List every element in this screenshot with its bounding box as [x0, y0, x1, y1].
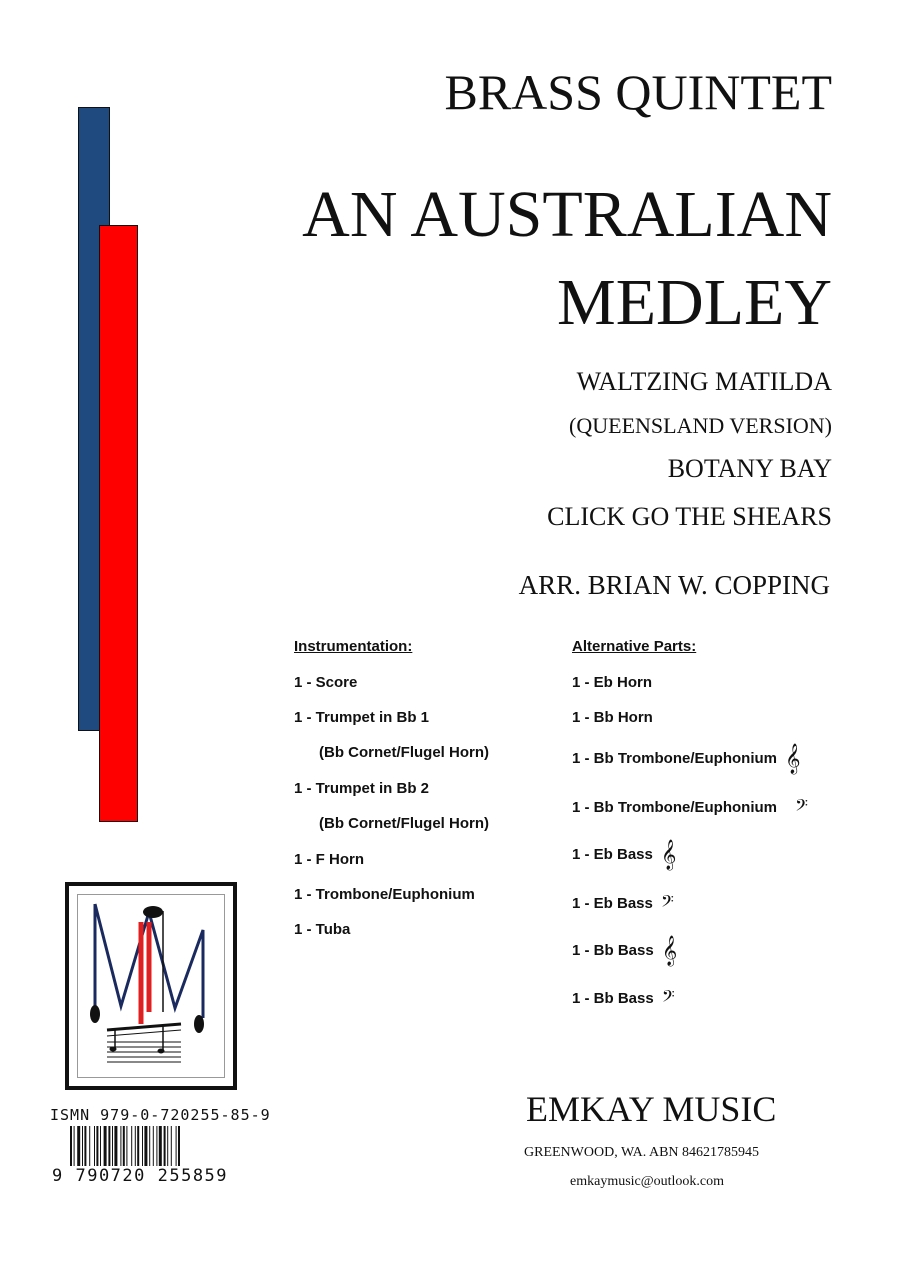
title-line-1: AN AUSTRALIAN: [302, 178, 832, 251]
publisher-name: EMKAY MUSIC: [526, 1089, 777, 1129]
alt-part-item: [572, 673, 652, 693]
title-line-2: MEDLEY: [557, 266, 832, 339]
alt-part-item: [572, 744, 801, 774]
barcode-bar: [156, 1126, 157, 1166]
barcode-bar: [123, 1126, 125, 1166]
alt-part-label: 1 - Bb Bass: [572, 942, 654, 959]
alt-part-item: [572, 988, 675, 1009]
song-3: CLICK GO THE SHEARS: [547, 502, 832, 531]
instrument-item: 1 - Score: [294, 674, 358, 691]
instrument-item-note: (Bb Cornet/Flugel Horn): [319, 744, 489, 761]
barcode-bar: [153, 1126, 154, 1166]
red-bar: [99, 225, 138, 822]
instrument-item: 1 - Trumpet in Bb 1: [294, 709, 430, 726]
barcode-bar: [144, 1126, 147, 1166]
barcode-bar: [164, 1126, 166, 1166]
barcode-bar: [77, 1126, 80, 1166]
barcode-bar: [149, 1126, 150, 1166]
song-1: WALTZING MATILDA: [576, 367, 832, 396]
barcode-bar: [178, 1126, 180, 1166]
alt-part-label: 1 - Bb Trombone/Euphonium: [572, 799, 777, 816]
barcode-bar: [74, 1126, 75, 1166]
barcode-bar: [137, 1126, 139, 1166]
alt-part-label: 1 - Eb Bass: [572, 846, 653, 863]
instrument-item: 1 - Trombone/Euphonium: [294, 886, 475, 903]
alt-part-item: [572, 708, 653, 728]
barcode-bar: [131, 1126, 132, 1166]
bass-clef-icon: 𝄢: [661, 891, 674, 915]
barcode-bar: [167, 1126, 168, 1166]
barcode-bar: [142, 1126, 143, 1166]
barcode-bar: [114, 1126, 117, 1166]
instrumentation-heading: Instrumentation:: [294, 638, 413, 655]
alt-part-label: 1 - Eb Bass: [572, 895, 653, 912]
alt-part-label: 1 - Eb Horn: [572, 674, 653, 691]
barcode-bar: [176, 1126, 177, 1166]
song-1-note: (QUEENSLAND VERSION): [569, 413, 832, 438]
barcode-bar: [82, 1126, 83, 1166]
alternative-parts-heading: Alternative Parts:: [572, 638, 697, 655]
barcode-bar: [120, 1126, 121, 1166]
instrument-item: 1 - F Horn: [294, 851, 364, 868]
barcode-bar: [94, 1126, 95, 1166]
bass-clef-icon: 𝄢: [661, 986, 675, 1010]
alt-part-item: [572, 893, 674, 914]
instrument-item: 1 - Trumpet in Bb 2: [294, 780, 430, 797]
alt-part-item: [572, 936, 678, 966]
alt-part-label: 1 - Bb Bass: [572, 990, 654, 1007]
barcode-bar: [89, 1126, 90, 1166]
alt-part-label: 1 - Bb Horn: [572, 709, 653, 726]
treble-clef-icon: 𝄞: [661, 936, 678, 966]
arranger: ARR. BRIAN W. COPPING: [518, 570, 830, 600]
alt-part-label: 1 - Bb Trombone/Euphonium: [572, 750, 777, 767]
mkm-logo-icon: [77, 894, 225, 1078]
bass-clef-icon: 𝄢: [795, 795, 809, 819]
ismn-number: ISMN 979-0-720255-85-9: [50, 1106, 271, 1124]
barcode-bar: [126, 1126, 127, 1166]
instrument-item-note: (Bb Cornet/Flugel Horn): [319, 815, 489, 832]
barcode-bar: [171, 1126, 172, 1166]
publisher-email: emkaymusic@outlook.com: [570, 1174, 725, 1189]
alt-part-item: [572, 797, 808, 818]
barcode-bar: [112, 1126, 113, 1166]
treble-clef-icon: 𝄞: [785, 744, 801, 774]
barcode-bar: [104, 1126, 107, 1166]
instrument-item: 1 - Tuba: [294, 921, 351, 938]
barcode-bar: [135, 1126, 136, 1166]
publisher-address: GREENWOOD, WA. ABN 84621785945: [524, 1145, 760, 1160]
treble-clef-icon: 𝄞: [661, 840, 677, 870]
barcode-bar: [159, 1126, 162, 1166]
barcode-bar: [100, 1126, 101, 1166]
barcode-digits: 9 790720 255859: [52, 1166, 229, 1186]
ensemble-title: BRASS QUINTET: [444, 64, 832, 120]
alt-part-item: [572, 840, 677, 870]
barcode-bar: [108, 1126, 110, 1166]
song-2: BOTANY BAY: [667, 454, 832, 483]
barcode-bar: [96, 1126, 98, 1166]
barcode-bar: [70, 1126, 72, 1166]
barcode-bar: [84, 1126, 86, 1166]
